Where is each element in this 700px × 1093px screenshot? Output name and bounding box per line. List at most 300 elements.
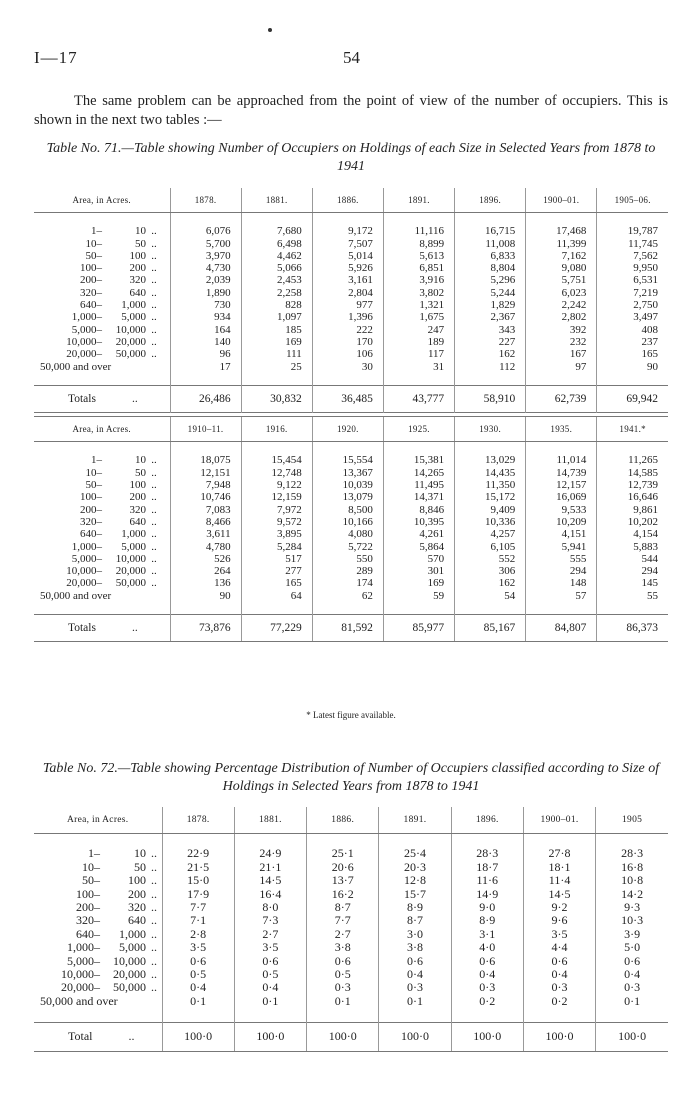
table-row [34, 262, 668, 274]
table-71-part1-header [34, 188, 668, 213]
value-cell: 8·9 [379, 901, 451, 914]
value-cell: 12·8 [379, 874, 451, 887]
value-cell: 3·1 [451, 928, 523, 941]
value-cell: 136 [170, 577, 241, 589]
total-cell: 100·0 [451, 1022, 523, 1051]
value-cell: 2·7 [234, 928, 306, 941]
value-cell: 14,435 [455, 467, 526, 479]
value-cell: 4,730 [170, 262, 241, 274]
value-cell: 3,497 [597, 311, 668, 323]
value-cell: 16,715 [455, 225, 526, 237]
value-cell: 10,039 [312, 479, 383, 491]
value-cell: 10,209 [526, 516, 597, 528]
area-column-header: Area, in Acres. [34, 417, 170, 442]
value-cell: 2,802 [526, 311, 597, 323]
value-cell: 0·1 [307, 995, 379, 1008]
spacer-row [34, 834, 668, 848]
area-range-cell: 10– 50 .. [85, 466, 157, 479]
value-cell: 20·3 [379, 861, 451, 874]
total-cell: 100·0 [523, 1022, 595, 1051]
value-cell: 0·3 [379, 981, 451, 994]
value-cell: 106 [312, 348, 383, 360]
area-range-cell: 640– 1,000 .. [80, 299, 157, 312]
value-cell: 165 [597, 348, 668, 360]
table-row [34, 941, 668, 954]
decorative-dot [268, 28, 272, 32]
value-cell: 8·7 [307, 901, 379, 914]
total-cell: 86,373 [597, 615, 668, 642]
area-range-cell: 1– 10 .. [88, 846, 157, 861]
table-row [34, 324, 668, 336]
value-cell: 570 [383, 553, 454, 565]
table-row [34, 225, 668, 237]
value-cell: 2,367 [455, 311, 526, 323]
value-cell: 4,257 [455, 528, 526, 540]
value-cell: 111 [241, 348, 312, 360]
year-header: 1941.* [597, 417, 668, 442]
table-row [34, 238, 668, 250]
value-cell: 3,161 [312, 274, 383, 286]
year-header: 1896. [455, 188, 526, 213]
table-row [34, 504, 668, 516]
value-cell: 277 [241, 565, 312, 577]
value-cell: 10,202 [597, 516, 668, 528]
value-cell: 3,895 [241, 528, 312, 540]
value-cell: 0·6 [379, 955, 451, 968]
value-cell: 526 [170, 553, 241, 565]
value-cell: 9,080 [526, 262, 597, 274]
value-cell: 7,083 [170, 504, 241, 516]
table-row [34, 287, 668, 299]
value-cell: 555 [526, 553, 597, 565]
value-cell: 11,350 [455, 479, 526, 491]
value-cell: 6,076 [170, 225, 241, 237]
table-row [34, 541, 668, 553]
value-cell: 21·1 [234, 861, 306, 874]
value-cell: 3·8 [379, 941, 451, 954]
area-range-cell: 1,000– 5,000 .. [67, 940, 157, 955]
value-cell: 1,675 [383, 311, 454, 323]
year-header: 1886. [307, 807, 379, 834]
value-cell: 90 [170, 590, 241, 602]
value-cell: 5,864 [383, 541, 454, 553]
value-cell: 8,804 [455, 262, 526, 274]
area-range-cell: 1,000– 5,000 .. [71, 540, 157, 553]
value-cell: 3,802 [383, 287, 454, 299]
value-cell: 552 [455, 553, 526, 565]
value-cell: 7,162 [526, 250, 597, 262]
table-row [34, 590, 668, 602]
value-cell: 3·8 [307, 941, 379, 954]
area-range-cell: 640– 1,000 .. [80, 528, 157, 541]
value-cell: 59 [383, 590, 454, 602]
page-reference: I—17 [34, 48, 78, 67]
value-cell: 12,151 [170, 467, 241, 479]
year-header: 1881. [241, 188, 312, 213]
value-cell: 14,371 [383, 491, 454, 503]
value-cell: 828 [241, 299, 312, 311]
value-cell: 7·3 [234, 914, 306, 927]
value-cell: 5,014 [312, 250, 383, 262]
value-cell: 10,746 [170, 491, 241, 503]
intro-paragraph: The same problem can be approached from the point of view of the number of occupiers. This is shown in the next two tables :— [34, 93, 668, 128]
table-row [34, 299, 668, 311]
value-cell: 0·4 [162, 981, 234, 994]
table-row [34, 553, 668, 565]
area-range-cell: 10,000– 20,000 .. [61, 967, 157, 982]
value-cell: 4,151 [526, 528, 597, 540]
totals-label: Total .. [34, 1022, 162, 1051]
table-row [34, 847, 668, 860]
value-cell: 5,751 [526, 274, 597, 286]
value-cell: 9,172 [312, 225, 383, 237]
area-range-cell: 1– 10 .. [91, 225, 157, 238]
value-cell: 5,284 [241, 541, 312, 553]
value-cell: 169 [383, 577, 454, 589]
value-cell: 0·5 [162, 968, 234, 981]
area-range-cell: 320– 640 .. [80, 286, 157, 299]
table-71-part2-header [34, 417, 668, 442]
table-row [34, 577, 668, 589]
table-row [34, 955, 668, 968]
area-range-cell: 10– 50 .. [82, 859, 157, 874]
value-cell: 7,972 [241, 504, 312, 516]
value-cell: 3·5 [234, 941, 306, 954]
value-cell: 6,851 [383, 262, 454, 274]
value-cell: 1,829 [455, 299, 526, 311]
value-cell: 306 [455, 565, 526, 577]
table-row [34, 528, 668, 540]
value-cell: 7·7 [307, 914, 379, 927]
value-cell: 0·1 [596, 995, 668, 1008]
area-range-cell: 100– 200 .. [80, 262, 157, 275]
totals-row [34, 386, 668, 413]
value-cell: 13,079 [312, 491, 383, 503]
year-header: 1916. [241, 417, 312, 442]
value-cell: 162 [455, 348, 526, 360]
value-cell: 25 [241, 361, 312, 373]
value-cell: 12,159 [241, 491, 312, 503]
value-cell: 4,462 [241, 250, 312, 262]
area-range-cell: 50,000 and over [40, 993, 118, 1008]
value-cell: 174 [312, 577, 383, 589]
value-cell: 16,069 [526, 491, 597, 503]
area-range-cell: 50– 100 .. [85, 479, 157, 492]
value-cell: 7,507 [312, 238, 383, 250]
value-cell: 20·6 [307, 861, 379, 874]
value-cell: 185 [241, 324, 312, 336]
value-cell: 0·4 [451, 968, 523, 981]
area-range-cell: 20,000– 50,000 .. [66, 577, 157, 590]
value-cell: 4,080 [312, 528, 383, 540]
value-cell: 15·0 [162, 874, 234, 887]
value-cell: 2,258 [241, 287, 312, 299]
value-cell: 15,172 [455, 491, 526, 503]
value-cell: 5,883 [597, 541, 668, 553]
area-range-cell: 20,000– 50,000 .. [61, 980, 157, 995]
area-column-header: Area, in Acres. [34, 188, 170, 213]
table-71-part2-totals [34, 615, 668, 642]
value-cell: 189 [383, 336, 454, 348]
year-header: 1900–01. [526, 188, 597, 213]
value-cell: 0·5 [307, 968, 379, 981]
table-row [34, 361, 668, 373]
value-cell: 22·9 [162, 847, 234, 860]
value-cell: 7·1 [162, 914, 234, 927]
total-cell: 36,485 [312, 386, 383, 413]
value-cell: 4,261 [383, 528, 454, 540]
value-cell: 247 [383, 324, 454, 336]
value-cell: 6,105 [455, 541, 526, 553]
value-cell: 301 [383, 565, 454, 577]
totals-label: Totals .. [34, 386, 170, 413]
value-cell: 148 [526, 577, 597, 589]
value-cell: 0·4 [234, 981, 306, 994]
table-row [34, 968, 668, 981]
value-cell: 9·2 [523, 901, 595, 914]
value-cell: 1,097 [241, 311, 312, 323]
value-cell: 934 [170, 311, 241, 323]
value-cell: 9·6 [523, 914, 595, 927]
table-row [34, 336, 668, 348]
value-cell: 4·4 [523, 941, 595, 954]
value-cell: 294 [597, 565, 668, 577]
value-cell: 11,495 [383, 479, 454, 491]
value-cell: 16·8 [596, 861, 668, 874]
table-row [34, 565, 668, 577]
value-cell: 13·7 [307, 874, 379, 887]
value-cell: 9,533 [526, 504, 597, 516]
value-cell: 62 [312, 590, 383, 602]
value-cell: 7,562 [597, 250, 668, 262]
value-cell: 294 [526, 565, 597, 577]
value-cell: 5,722 [312, 541, 383, 553]
value-cell: 14·5 [234, 874, 306, 887]
table-row [34, 914, 668, 927]
value-cell: 0·2 [523, 995, 595, 1008]
value-cell: 6,531 [597, 274, 668, 286]
value-cell: 11,008 [455, 238, 526, 250]
value-cell: 18·7 [451, 861, 523, 874]
value-cell: 112 [455, 361, 526, 373]
value-cell: 4,154 [597, 528, 668, 540]
value-cell: 31 [383, 361, 454, 373]
value-cell: 12,157 [526, 479, 597, 491]
year-header: 1935. [526, 417, 597, 442]
value-cell: 517 [241, 553, 312, 565]
table-bottom-rule [34, 641, 668, 642]
value-cell: 17,468 [526, 225, 597, 237]
value-cell: 18,075 [170, 454, 241, 466]
value-cell: 0·3 [451, 981, 523, 994]
area-range-cell: 10,000– 20,000 .. [66, 565, 157, 578]
value-cell: 227 [455, 336, 526, 348]
table-row [34, 928, 668, 941]
value-cell: 25·4 [379, 847, 451, 860]
area-range-cell: 320– 640 .. [80, 515, 157, 528]
value-cell: 90 [597, 361, 668, 373]
value-cell: 10,336 [455, 516, 526, 528]
value-cell: 14·5 [523, 888, 595, 901]
value-cell: 3,970 [170, 250, 241, 262]
total-cell: 100·0 [307, 1022, 379, 1051]
value-cell: 162 [455, 577, 526, 589]
value-cell: 5,613 [383, 250, 454, 262]
value-cell: 57 [526, 590, 597, 602]
value-cell: 11,014 [526, 454, 597, 466]
value-cell: 5·0 [596, 941, 668, 954]
value-cell: 11,745 [597, 238, 668, 250]
value-cell: 2·7 [307, 928, 379, 941]
value-cell: 11·6 [451, 874, 523, 887]
value-cell: 3,611 [170, 528, 241, 540]
value-cell: 145 [597, 577, 668, 589]
value-cell: 11,116 [383, 225, 454, 237]
totals-row [34, 1022, 668, 1051]
value-cell: 12,748 [241, 467, 312, 479]
value-cell: 1,396 [312, 311, 383, 323]
year-header: 1878. [170, 188, 241, 213]
value-cell: 5,066 [241, 262, 312, 274]
page-number: 54 [343, 48, 360, 67]
value-cell: 117 [383, 348, 454, 360]
value-cell: 11,399 [526, 238, 597, 250]
year-header: 1900–01. [523, 807, 595, 834]
value-cell: 0·1 [379, 995, 451, 1008]
area-range-cell: 5,000– 10,000 .. [67, 953, 157, 968]
total-cell: 58,910 [455, 386, 526, 413]
value-cell: 13,029 [455, 454, 526, 466]
value-cell: 8,846 [383, 504, 454, 516]
table-row [34, 250, 668, 262]
table-72-caption: Table No. 72.—Table showing Percentage Distribution of Number of Occupiers classified according to Size of Holdings in Selected Years from 1878 to 1941 [42, 761, 660, 794]
table-72-body [34, 834, 668, 1023]
spacer-row [34, 602, 668, 615]
value-cell: 30 [312, 361, 383, 373]
value-cell: 0·2 [451, 995, 523, 1008]
value-cell: 3·5 [523, 928, 595, 941]
table-row [34, 454, 668, 466]
table-72-totals [34, 1022, 668, 1051]
value-cell: 0·4 [379, 968, 451, 981]
value-cell: 343 [455, 324, 526, 336]
year-header: 1896. [451, 807, 523, 834]
value-cell: 0·1 [162, 995, 234, 1008]
value-cell: 392 [526, 324, 597, 336]
value-cell: 28·3 [596, 847, 668, 860]
value-cell: 17 [170, 361, 241, 373]
total-cell: 73,876 [170, 615, 241, 642]
value-cell: 13,367 [312, 467, 383, 479]
table-row [34, 274, 668, 286]
spacer-row [34, 442, 668, 455]
value-cell: 4,780 [170, 541, 241, 553]
total-cell: 100·0 [162, 1022, 234, 1051]
spacer-row [34, 213, 668, 226]
value-cell: 0·4 [523, 968, 595, 981]
value-cell: 10,395 [383, 516, 454, 528]
area-range-cell: 200– 320 .. [76, 900, 157, 915]
value-cell: 16,646 [597, 491, 668, 503]
value-cell: 9,409 [455, 504, 526, 516]
area-range-cell: 50– 100 .. [82, 873, 157, 888]
value-cell: 8,500 [312, 504, 383, 516]
value-cell: 169 [241, 336, 312, 348]
totals-label: Totals .. [34, 615, 170, 642]
value-cell: 64 [241, 590, 312, 602]
value-cell: 232 [526, 336, 597, 348]
area-range-cell: 1,000– 5,000 .. [71, 311, 157, 324]
value-cell: 7,680 [241, 225, 312, 237]
value-cell: 0·5 [234, 968, 306, 981]
value-cell: 24·9 [234, 847, 306, 860]
table-row [34, 348, 668, 360]
year-header: 1925. [383, 417, 454, 442]
value-cell: 289 [312, 565, 383, 577]
area-range-cell: 200– 320 .. [80, 503, 157, 516]
year-header: 1920. [312, 417, 383, 442]
area-range-cell: 1– 10 .. [91, 454, 157, 467]
value-cell: 0·1 [234, 995, 306, 1008]
total-cell: 77,229 [241, 615, 312, 642]
value-cell: 18·1 [523, 861, 595, 874]
table-71-caption: Table No. 71.—Table showing Number of Occupiers on Holdings of each Size in Selected Years from 1878 to 1941 [46, 141, 656, 174]
total-cell: 84,807 [526, 615, 597, 642]
value-cell: 2,242 [526, 299, 597, 311]
total-cell: 30,832 [241, 386, 312, 413]
year-header: 1905 [596, 807, 668, 834]
value-cell: 3·5 [162, 941, 234, 954]
value-cell: 0·6 [307, 955, 379, 968]
value-cell: 2,453 [241, 274, 312, 286]
area-range-cell: 50– 100 .. [85, 249, 157, 262]
value-cell: 2,039 [170, 274, 241, 286]
value-cell: 8·0 [234, 901, 306, 914]
value-cell: 3·9 [596, 928, 668, 941]
table-row [34, 981, 668, 994]
value-cell: 0·3 [307, 981, 379, 994]
value-cell: 9,861 [597, 504, 668, 516]
value-cell: 3,916 [383, 274, 454, 286]
table-71-part2-body [34, 442, 668, 615]
value-cell: 16·2 [307, 888, 379, 901]
value-cell: 10,166 [312, 516, 383, 528]
value-cell: 0·6 [451, 955, 523, 968]
value-cell: 54 [455, 590, 526, 602]
value-cell: 97 [526, 361, 597, 373]
table-71-part1-body [34, 213, 668, 386]
value-cell: 7,948 [170, 479, 241, 491]
area-range-cell: 100– 200 .. [80, 491, 157, 504]
total-cell: 100·0 [379, 1022, 451, 1051]
spacer-row [34, 373, 668, 386]
area-range-cell: 5,000– 10,000 .. [71, 552, 157, 565]
value-cell: 16·4 [234, 888, 306, 901]
table-row [34, 479, 668, 491]
value-cell: 14,265 [383, 467, 454, 479]
total-cell: 100·0 [596, 1022, 668, 1051]
value-cell: 8,466 [170, 516, 241, 528]
value-cell: 6,833 [455, 250, 526, 262]
area-range-cell: 10– 50 .. [85, 237, 157, 250]
table-row [34, 901, 668, 914]
table-row [34, 874, 668, 887]
value-cell: 27·8 [523, 847, 595, 860]
value-cell: 550 [312, 553, 383, 565]
table-row [34, 995, 668, 1008]
value-cell: 11·4 [523, 874, 595, 887]
area-range-cell: 50,000 and over [40, 360, 112, 373]
